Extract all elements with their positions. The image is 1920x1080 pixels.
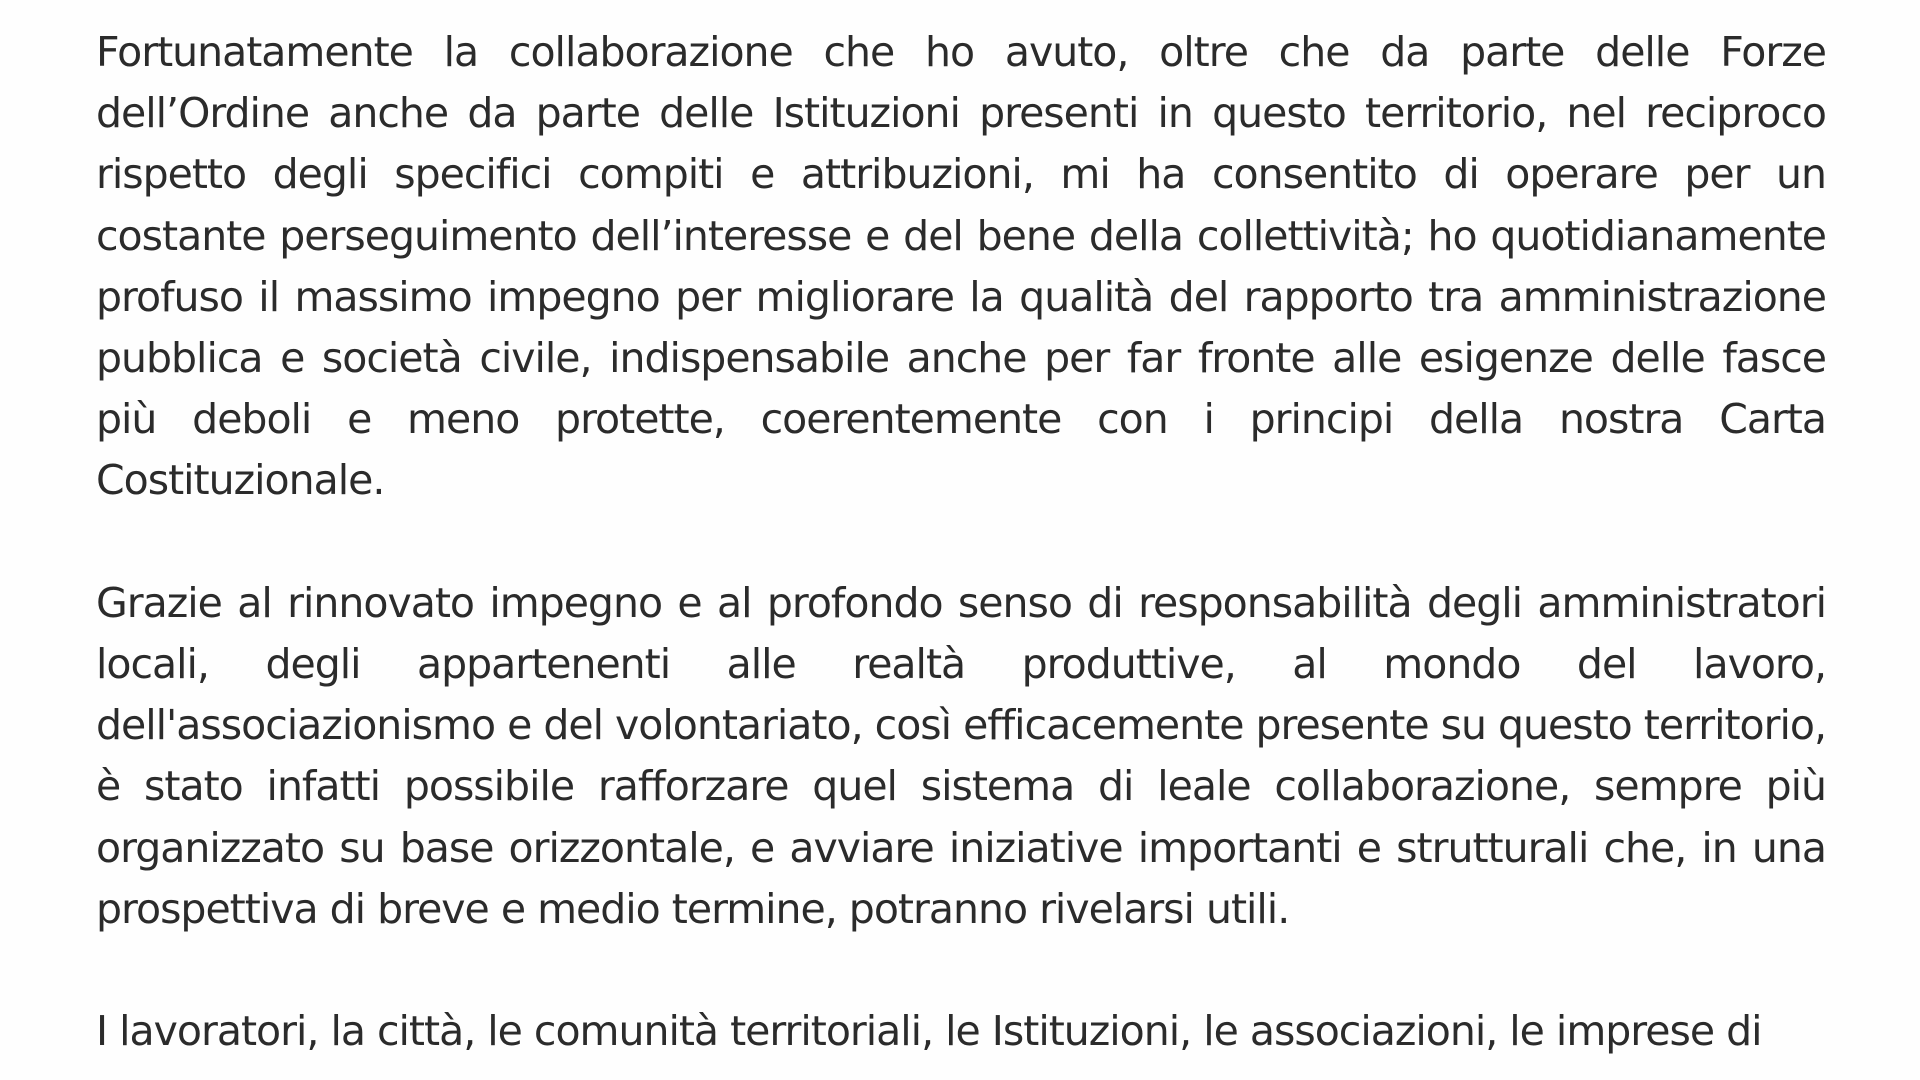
paragraph-lavoratori: I lavoratori, la città, le comunità territoriali, le Istituzioni, le associazioni, le imprese di — [96, 1007, 1762, 1056]
paragraph-impegno: Grazie al rinnovato impegno e al profondo senso di responsabilità degli amministratori locali, degli appartenenti alle realtà produttive, al mondo del lavoro, dell'associazionismo e del volontariato, così efficacemente presente su questo territorio, è stato infatti possibile rafforzare quel sistema di leale collaborazione, sempre più organizzato su base orizzontale, e avviare iniziative importanti e strutturali che, in una prospettiva di breve e medio termine, potranno rivelarsi utili. — [96, 578, 1826, 933]
document-body — [96, 22, 1826, 1062]
paragraph-collaborazione: Fortunatamente la collaborazione che ho avuto, oltre che da parte delle Forze dell’Ordine anche da parte delle Istituzioni presenti in questo territorio, nel reciproco rispetto degli specifici compiti e attribuzioni, mi ha consentito di operare per un costante perseguimento dell’interesse e del bene della collettività; ho quotidianamente profuso il massimo impegno per migliorare la qualità del rapporto tra amministrazione pubblica e società civile, indispensabile anche per far fronte alle esigenze delle fasce più deboli e meno protette, coerentemente con i principi della nostra Carta Costituzionale. — [96, 28, 1826, 505]
